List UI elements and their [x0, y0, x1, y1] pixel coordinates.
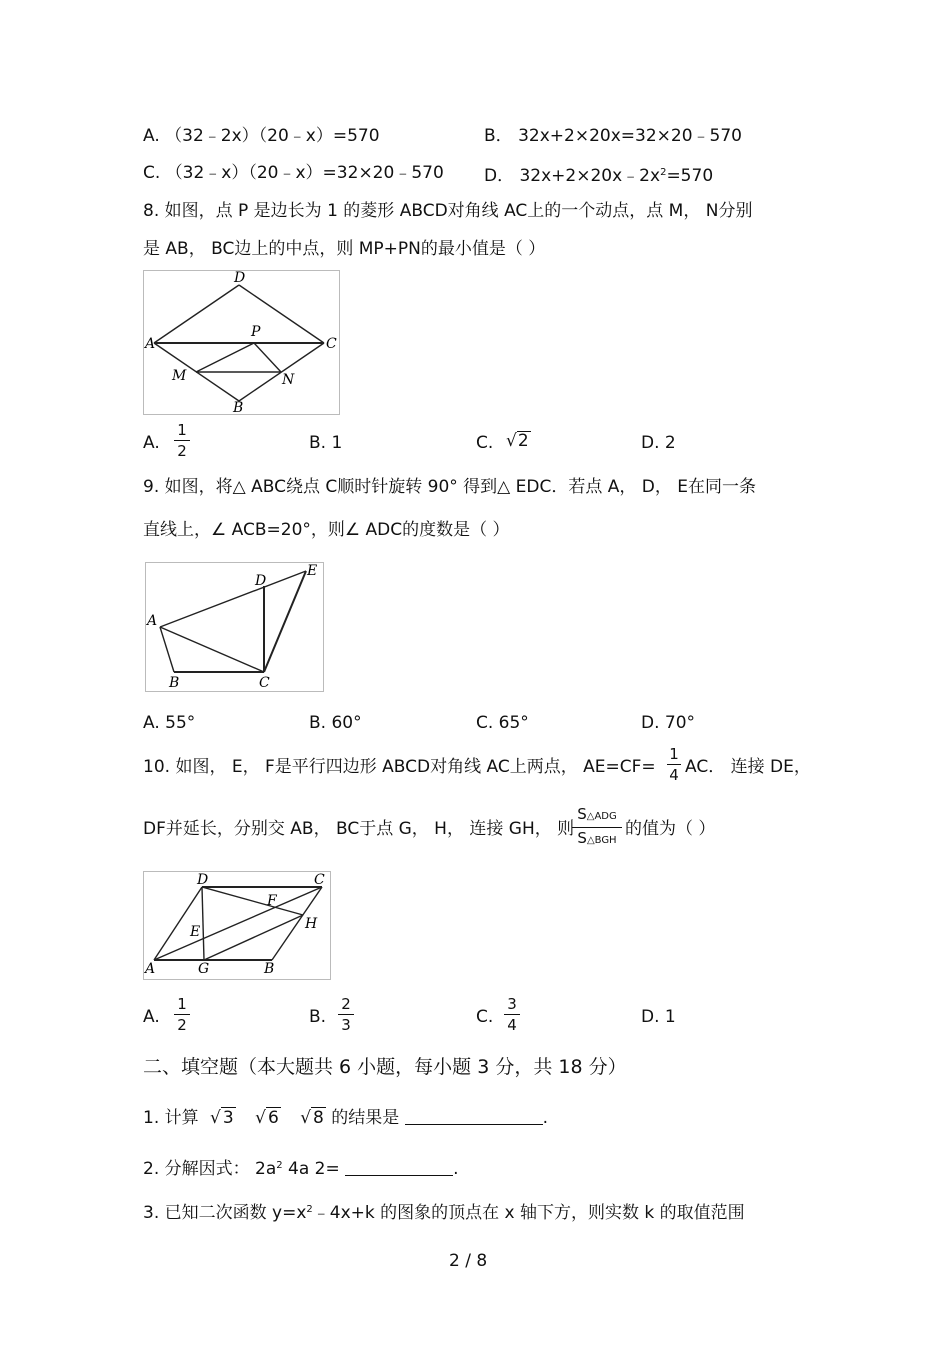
edge-ac: [160, 627, 264, 672]
fill-q1: 1. 计算 √ 3 √ 6 √ 8 的结果是 .: [143, 1108, 549, 1128]
q8-option-d: D. 2: [641, 433, 676, 453]
edge-ce: [264, 571, 306, 672]
q9-rotation-figure: [145, 562, 324, 692]
q8-option-c-sqrt: √2: [506, 431, 529, 451]
label-p: P: [251, 324, 261, 340]
label-c: C: [259, 675, 270, 691]
fill-q1-answer-blank[interactable]: [405, 1108, 543, 1125]
q10-option-c-label: C.: [476, 1007, 494, 1027]
q8-option-b: B. 1: [309, 433, 343, 453]
section-heading-fill-in: 二、填空题（本大题共 6 小题，每小题 3 分，共 18 分）: [143, 1056, 627, 1078]
q9-option-d: D. 70°: [641, 713, 696, 733]
q7-option-c: C. （32﹣x）（20﹣x）=32×20﹣570: [143, 163, 444, 183]
label-c: C: [314, 872, 325, 888]
q10-stem-fraction: 1 4: [667, 745, 681, 784]
label-f: F: [267, 893, 277, 909]
edge-ad: [154, 285, 239, 343]
label-b: B: [264, 961, 275, 977]
q10-stem-line2-end: 的值为（ ）: [625, 819, 716, 839]
label-e: E: [190, 924, 201, 940]
q10-stem-line2-start: DF并延长，分别交 AB， BC于点 G， H， 连接 GH， 则: [143, 819, 575, 839]
q9-option-a: A. 55°: [143, 713, 196, 733]
q8-stem-line2: 是 AB， BC边上的中点，则 MP+PN的最小值是（ ）: [143, 239, 546, 259]
q10-stem-line1-start: 10. 如图， E， F是平行四边形 ABCD对角线 AC上两点， AE=CF=: [143, 757, 656, 777]
edge-ab: [160, 627, 174, 672]
label-a: A: [147, 613, 158, 629]
q7-option-d: D． $32x+2\times 20x﹣2x^2=570$: [484, 166, 714, 186]
q9-option-b: B. 60°: [309, 713, 362, 733]
q9-option-c: C. 65°: [476, 713, 529, 733]
label-d: D: [255, 573, 267, 589]
q10-option-a-label: A.: [143, 1007, 160, 1027]
q10-option-d: D. 1: [641, 1007, 676, 1027]
q8-option-c-label: C.: [476, 433, 494, 453]
q7-option-b: B． 32x+2×20x=32×20﹣570: [484, 126, 742, 146]
q10-option-b-label: B.: [309, 1007, 327, 1027]
label-g: G: [198, 961, 210, 977]
q10-option-b-fraction: 2 3: [338, 995, 354, 1034]
line-ade: [160, 571, 306, 627]
segment-dg: [202, 887, 204, 960]
label-e: E: [307, 563, 318, 579]
label-d: D: [197, 872, 209, 888]
page-number: 2 / 8: [449, 1251, 488, 1271]
q7-option-a: A. （32﹣2x）（20﹣x）=570: [143, 126, 380, 146]
label-b: B: [233, 400, 244, 414]
fill-q2-answer-blank[interactable]: [345, 1159, 453, 1176]
label-h: H: [305, 916, 318, 932]
label-d: D: [234, 271, 246, 286]
q8-option-a-fraction: 1 2: [174, 421, 190, 460]
q8-stem-line1: 8. 如图，点 P 是边长为 1 的菱形 ABCD对角线 AC上的一个动点，点 M， N分别: [143, 201, 753, 221]
fill-q2: 2. 分解因式： $2a^2$ 4a 2= .: [143, 1159, 459, 1179]
label-a: A: [145, 961, 156, 977]
q9-stem-line1: 9. 如图，将△ ABC绕点 C顺时针旋转 90° 得到△ EDC．若点 A， D， E在同一条: [143, 477, 757, 497]
segment-pn: [254, 343, 281, 372]
q10-option-c-fraction: 3 4: [504, 995, 520, 1034]
segment-mp: [196, 343, 254, 372]
label-n: N: [282, 372, 295, 388]
q10-parallelogram-figure: [143, 871, 331, 980]
label-a: A: [145, 336, 156, 352]
segment-dh: [202, 887, 303, 915]
q8-option-a-label: A.: [143, 433, 160, 453]
q9-stem-line2: 直线上，∠ ACB=20°，则∠ ADC的度数是（ ）: [143, 520, 510, 540]
label-b: B: [169, 675, 180, 691]
label-m: M: [172, 368, 187, 384]
q10-area-ratio-fraction: S△ADG S△BGH: [572, 805, 622, 850]
fill-q3: 3. 已知二次函数 $y=x^2﹣4x+k$ 的图象的顶点在 x 轴下方，则实数 k 的取值范围: [143, 1203, 745, 1223]
label-c: C: [326, 336, 337, 352]
q10-option-a-fraction: 1 2: [174, 995, 190, 1034]
q8-rhombus-figure: [143, 270, 340, 415]
q10-stem-line1-end: AC． 连接 DE，: [685, 757, 811, 777]
